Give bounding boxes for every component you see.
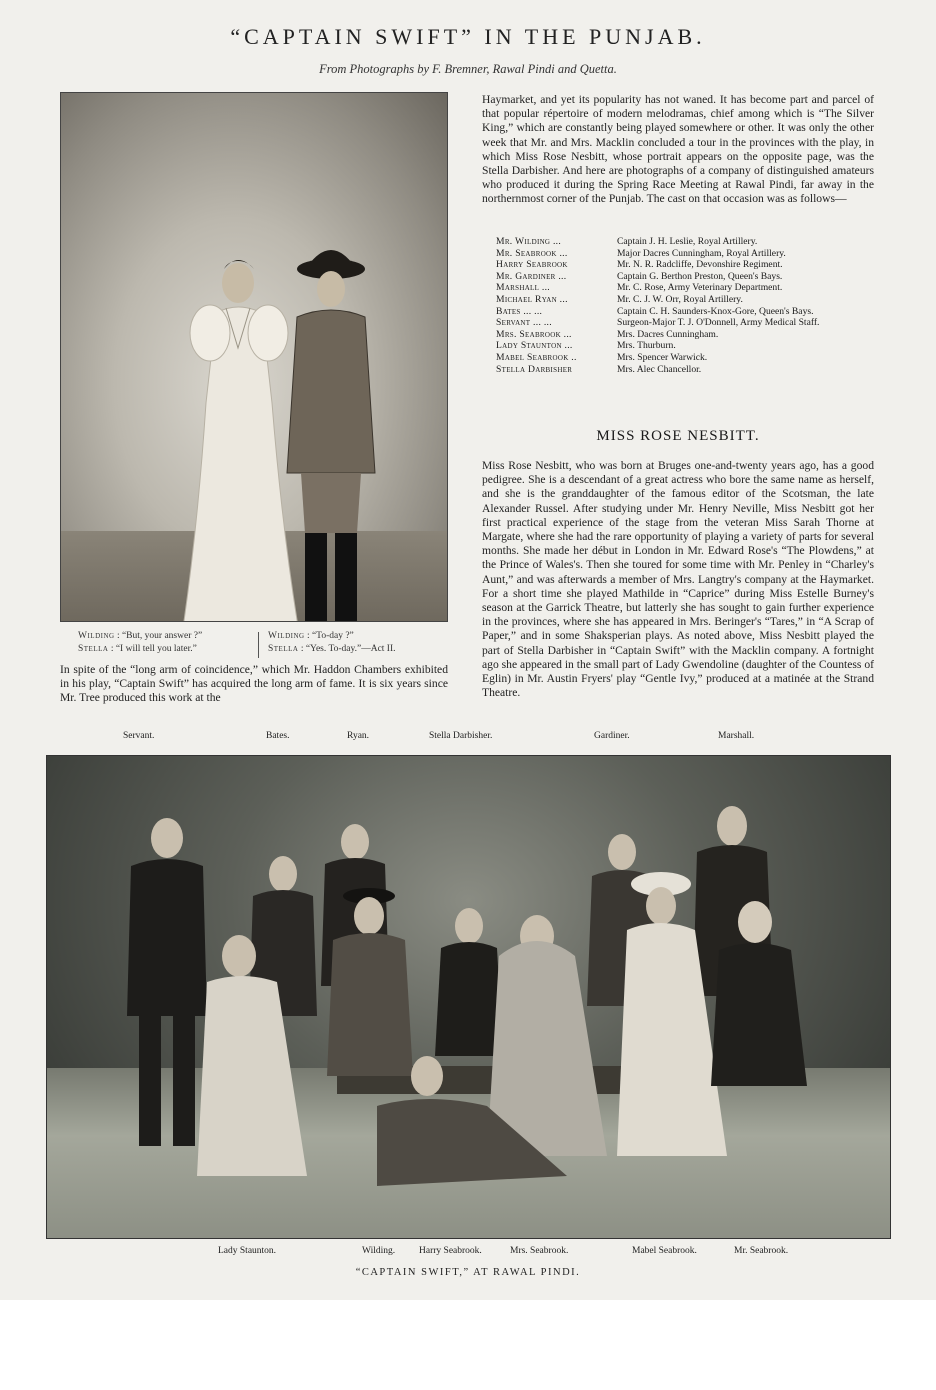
label-mabel-seabrook: Mabel Seabrook. <box>632 1246 697 1256</box>
cast-row: Harry Seabrook Mr. N. R. Radcliffe, Devonshire Regiment. <box>496 259 783 271</box>
cast-row: Michael Ryan ... Mr. C. J. W. Orr, Royal Artillery. <box>496 293 743 305</box>
page-title: “CAPTAIN SWIFT” IN THE PUNJAB. <box>230 24 706 49</box>
label-gardiner: Gardiner. <box>594 731 630 741</box>
cast-row: Mr. Seabrook ... Major Dacres Cunningham, Royal Artillery. <box>496 247 786 259</box>
photo1-caption-left: Wilding : “But, your answer ?” Stella : “I will tell you later.” <box>78 631 203 654</box>
section-heading: MISS ROSE NESBITT. <box>596 428 760 444</box>
label-mr-seabrook: Mr. Seabrook. <box>734 1246 789 1256</box>
cast-list <box>496 236 876 375</box>
man-figure <box>271 233 391 622</box>
cast-row: Mabel Seabrook .. Mrs. Spencer Warwick. <box>496 351 708 363</box>
label-lady-staunton: Lady Staunton. <box>218 1246 277 1256</box>
label-servant: Servant. <box>123 731 155 741</box>
caption-divider <box>258 632 259 658</box>
group-photo <box>46 755 891 1239</box>
group-photo-caption: “CAPTAIN SWIFT,” AT RAWAL PINDI. <box>355 1267 581 1278</box>
cast-row: Marshall ... Mr. C. Rose, Army Veterinary Department. <box>496 282 783 294</box>
cast-row: Mr. Wilding ... Captain J. H. Leslie, Royal Artillery. <box>496 236 758 247</box>
cast-row: Mr. Gardiner ... Captain G. Berthon Preston, Queen's Bays. <box>496 270 783 282</box>
cast-row: Stella Darbisher Mrs. Alec Chancellor. <box>496 363 702 375</box>
cast-row: Bates ... ... Captain C. H. Saunders-Knox-Gore, Queen's Bays. <box>496 305 814 317</box>
label-mrs-seabrook: Mrs. Seabrook. <box>510 1246 569 1256</box>
group-figures <box>47 756 890 1238</box>
label-harry-seabrook: Harry Seabrook. <box>419 1246 482 1256</box>
left-column-text: In spite of the “long arm of coincidence,” which Mr. Haddon Chambers exhibited in his play, “Captain Swift” has acquired the long arm of fame. It is six years since Mr. Tree produced this work at the <box>60 663 448 705</box>
photo1-caption-right: Wilding : “To-day ?” Stella : “Yes. To-day.”—Act II. <box>268 631 396 654</box>
label-wilding: Wilding. <box>362 1246 396 1256</box>
wilding-stella-photo <box>60 92 448 622</box>
cast-row: Lady Staunton ... Mrs. Thurburn. <box>496 340 676 352</box>
cast-row: Mrs. Seabrook ... Mrs. Dacres Cunningham. <box>496 328 719 340</box>
page-subtitle: From Photographs by F. Bremner, Rawal Pindi and Quetta. <box>319 62 617 76</box>
label-stella: Stella Darbisher. <box>429 731 493 741</box>
right-column-text-2: Miss Rose Nesbitt, who was born at Bruges one-and-twenty years ago, has a good pedigree. She is a descendant of a great actress who bore the same name as herself, and she is the granddaughter of the famous editor of the Scotsman, the late Alexander Russel. After studying under Mr. Henry Neville, Miss Nesbitt got her first practical experience of the stage from the veteran Miss Sarah Thorne at Margate, where she had the rare opportunity of playing a variety of parts for several months. She made her début in London in Mr. Edward Rose's “The Plowdens,” at the Prince of Wales's. Then she toured for some time with Mr. Penley in “Charley's Aunt,” and was afterwards a member of Mrs. Langtry's company at the Haymarket. For a short time she played Mathilde in “Caprice” during Miss Estelle Burney's season at the Garrick Theatre, but latterly she has sought to gain further experience in the provinces, where she has appeared in Mrs. Beringer's “Tares,” in “A Scrap of Paper,” and in some Shaksperian plays. As noted above, Miss Nesbitt played the part of Stella Darbisher in “Captain Swift” with the Macklin company. A fortnight ago she appeared in the small part of Lady Gwendoline (daughter of the Countess of Eglin) in Mr. Austin Fryers' play “Gentle Ivy,” produced at a matinée at the Strand Theatre. <box>482 459 874 700</box>
cast-row: Servant ... ... Surgeon-Major T. J. O'Donnell, Army Medical Staff. <box>496 317 820 329</box>
label-bates: Bates. <box>266 731 290 741</box>
label-ryan: Ryan. <box>347 731 370 741</box>
label-marshall: Marshall. <box>718 731 755 741</box>
right-column-text-1: Haymarket, and yet its popularity has not waned. It has become part and parcel of that popular répertoire of modern melodramas, chief among which is “The Silver King,” which are constantly being played somewhere or other. It was only the other week that Mr. and Mrs. Macklin concluded a tour in the provinces with the play, in which Miss Rose Nesbitt, whose portrait appears on the opposite page, was the Stella Darbisher. And here are photographs of a company of distinguished amateurs who produced it during the Spring Race Meeting at Rawal Pindi, far away in the northernmost corner of the Punjab. The cast on that occasion was as follows— <box>482 93 874 206</box>
